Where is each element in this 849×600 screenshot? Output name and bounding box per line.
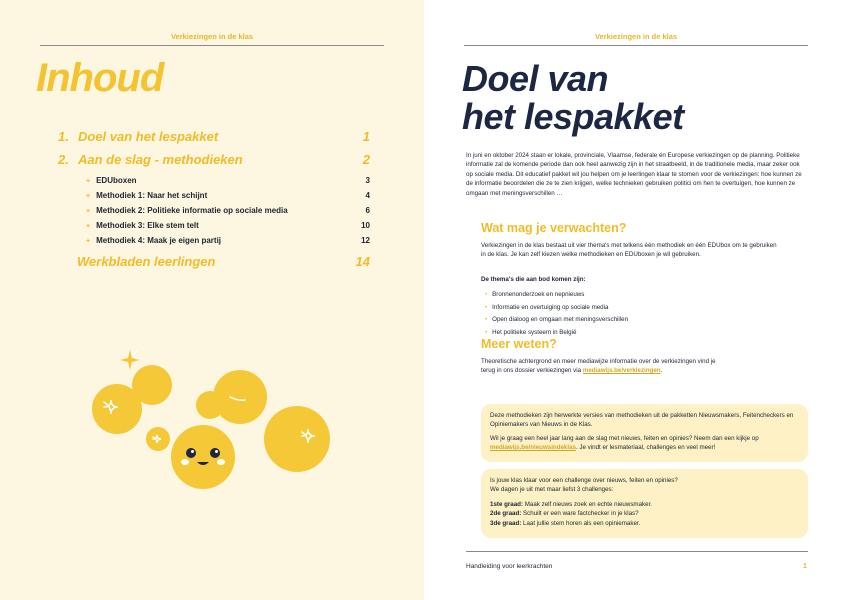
- intro-paragraph: In juni en oktober 2024 staan er lokale, provinciale, Vlaamse, federale én Europese verkiezingen op de planning. Politieke informatie zal de komende periode dan ook heel aanwezig zijn in het straatbeeld, in de traditionele media, maar zeker ook op sociale media. Dit educatief pakket wil jou helpen om je leerlingen klaar te stomen voor de verkiezingen: hoe kunnen ze de informatie beoordelen die ze te zien krijgen, welke technieken gebruiken politici om hen te overtuigen, hoe kunnen ze omgaan met meningsverschillen …: [466, 152, 802, 197]
- challenge-row: [490, 509, 799, 518]
- bubbles-illustration: [90, 340, 340, 500]
- challenge-row: [490, 519, 799, 528]
- info-box-challenges: [481, 469, 808, 538]
- plus-icon: +: [86, 208, 91, 215]
- toc-subitem-page: 10: [361, 221, 370, 230]
- footer-rule: [466, 551, 808, 552]
- bubble-large: [213, 370, 267, 424]
- section-paragraph-verwachten: Verkiezingen in de klas bestaat uit vier thema's met telkens één methodiek en één EDUbox om te gebruiken in de klas. Je kan zelf kiezen welke methodieken en EDUboxen je wil gebruiken.: [481, 242, 777, 259]
- left-page: [0, 0, 424, 600]
- challenge-text: Maak zelf nieuws zoek en echte nieuwsmaker.: [524, 500, 653, 508]
- themes-list: [485, 289, 628, 339]
- toc-subitem-eduboxen[interactable]: [86, 176, 370, 185]
- header-rule-right: [464, 45, 808, 46]
- section-heading-verwachten: Wat mag je verwachten?: [481, 221, 627, 235]
- page-number: 1: [803, 563, 807, 570]
- box-paragraph: [490, 434, 799, 453]
- challenge-text: Laat jullie stem horen als een opiniemaker.: [523, 519, 641, 527]
- box-text: Wil je graag een heel jaar lang aan de slag met nieuws, feiten en opinies? Neem dan een kijkje op: [490, 434, 759, 442]
- toc-subitem-page: 12: [361, 236, 370, 245]
- star-icon: [120, 350, 140, 370]
- challenge-grade: 2de graad:: [490, 510, 522, 518]
- paragraph-text: Theoretische achtergrond en meer mediawijze informatie over de verkiezingen vind je terug in ons dossier verkiezingen via: [481, 358, 716, 375]
- list-item-label: Het politieke systeem in België: [492, 328, 577, 336]
- challenge-text: Schuilt er een ware factchecker in je klas?: [523, 510, 639, 518]
- toc-subitem-page: 6: [365, 206, 370, 215]
- plus-icon: +: [86, 223, 91, 230]
- toc-item-label: Werkbladen leerlingen: [77, 254, 216, 269]
- toc-item-label: Aan de slag - methodieken: [78, 152, 243, 167]
- challenge-intro: We dagen je uit met maar liefst 3 challenges:: [490, 486, 614, 494]
- themes-intro: De thema's die aan bod komen zijn:: [481, 276, 586, 283]
- challenge-row: [490, 500, 799, 509]
- toc-subitem-methodiek-1[interactable]: [86, 191, 370, 200]
- toc-item-1[interactable]: [58, 129, 370, 144]
- box-paragraph: Deze methodieken zijn herwerkte versies van methodieken uit de pakketten Nieuwsmakers, Feitencheckers en Opiniemakers van Nieuws in de Klas.: [490, 412, 794, 429]
- running-head-left: Verkiezingen in de klas: [170, 32, 254, 41]
- toc-subitem-page: 3: [365, 176, 370, 185]
- page-title-line-1: Doel van: [462, 58, 609, 99]
- toc-subitem-label: Methodiek 4: Maak je eigen partij: [96, 236, 222, 245]
- footer-text: Handleiding voor leerkrachten: [466, 563, 553, 570]
- toc-item-number: 1.: [58, 129, 69, 144]
- link-nieuwsindeklas[interactable]: mediawijs.be/nieuwsindeklas: [490, 444, 576, 452]
- list-item-label: Open dialoog en omgaan met meningsverschillen: [492, 316, 629, 323]
- bullet-icon: •: [485, 303, 488, 311]
- toc-item-label: Doel van het lespakket: [78, 129, 219, 144]
- challenge-grade: 1ste graad:: [490, 500, 524, 508]
- info-box-methodieken: [481, 404, 808, 462]
- running-head-right: Verkiezingen in de klas: [594, 32, 678, 41]
- toc-subitem-label: EDUboxen: [96, 176, 137, 185]
- section-heading-meer-weten: Meer weten?: [481, 337, 557, 351]
- plus-icon: +: [86, 193, 91, 200]
- toc-item-number: 2.: [58, 152, 69, 167]
- toc-title: Inhoud: [36, 56, 164, 100]
- header-rule-left: [40, 45, 384, 46]
- section-paragraph-meer-weten: [481, 357, 721, 376]
- toc-item-page: 2: [362, 152, 370, 167]
- toc-subitem-methodiek-4[interactable]: [86, 236, 370, 245]
- toc-subitem-label: Methodiek 2: Politieke informatie op sociale media: [96, 206, 288, 215]
- page-title: [462, 60, 684, 136]
- bullet-icon: •: [485, 316, 488, 323]
- box-text: . Je vindt er lesmateriaal, challenges en veel meer!: [575, 444, 716, 452]
- list-item-label: Bronnenonderzoek en nepnieuws: [492, 291, 585, 298]
- plus-icon: +: [86, 238, 91, 245]
- bubble-face: [171, 425, 235, 489]
- list-item: [485, 289, 628, 302]
- toc-item-werkbladen[interactable]: [77, 254, 370, 269]
- plus-icon: +: [86, 178, 91, 185]
- toc-subitem-label: Methodiek 3: Elke stem telt: [96, 221, 199, 230]
- list-item: [485, 302, 628, 315]
- bubble-small-2: [132, 365, 172, 405]
- paragraph-end: .: [660, 367, 663, 375]
- list-item-label: Informatie en overtuiging op sociale media: [492, 303, 609, 311]
- bubble-big: [264, 406, 330, 472]
- challenge-intro: Is jouw klas klaar voor een challenge over nieuws, feiten en opinies?: [490, 477, 678, 484]
- list-item: [485, 314, 628, 327]
- toc-subitem-methodiek-3[interactable]: [86, 221, 370, 230]
- toc-subitem-page: 4: [365, 191, 370, 200]
- toc-item-2[interactable]: [58, 152, 370, 167]
- toc-item-page: 14: [355, 254, 370, 269]
- bullet-icon: •: [485, 328, 488, 336]
- toc-subitem-label: Methodiek 1: Naar het schijnt: [96, 191, 208, 200]
- toc-subitem-methodiek-2[interactable]: [86, 206, 370, 215]
- bullet-icon: •: [485, 291, 488, 298]
- link-verkiezingen[interactable]: mediawijs.be/verkiezingen: [582, 367, 661, 375]
- page-title-line-2: het lespakket: [462, 96, 684, 137]
- challenge-grade: 3de graad:: [490, 519, 522, 527]
- toc-item-page: 1: [362, 129, 370, 144]
